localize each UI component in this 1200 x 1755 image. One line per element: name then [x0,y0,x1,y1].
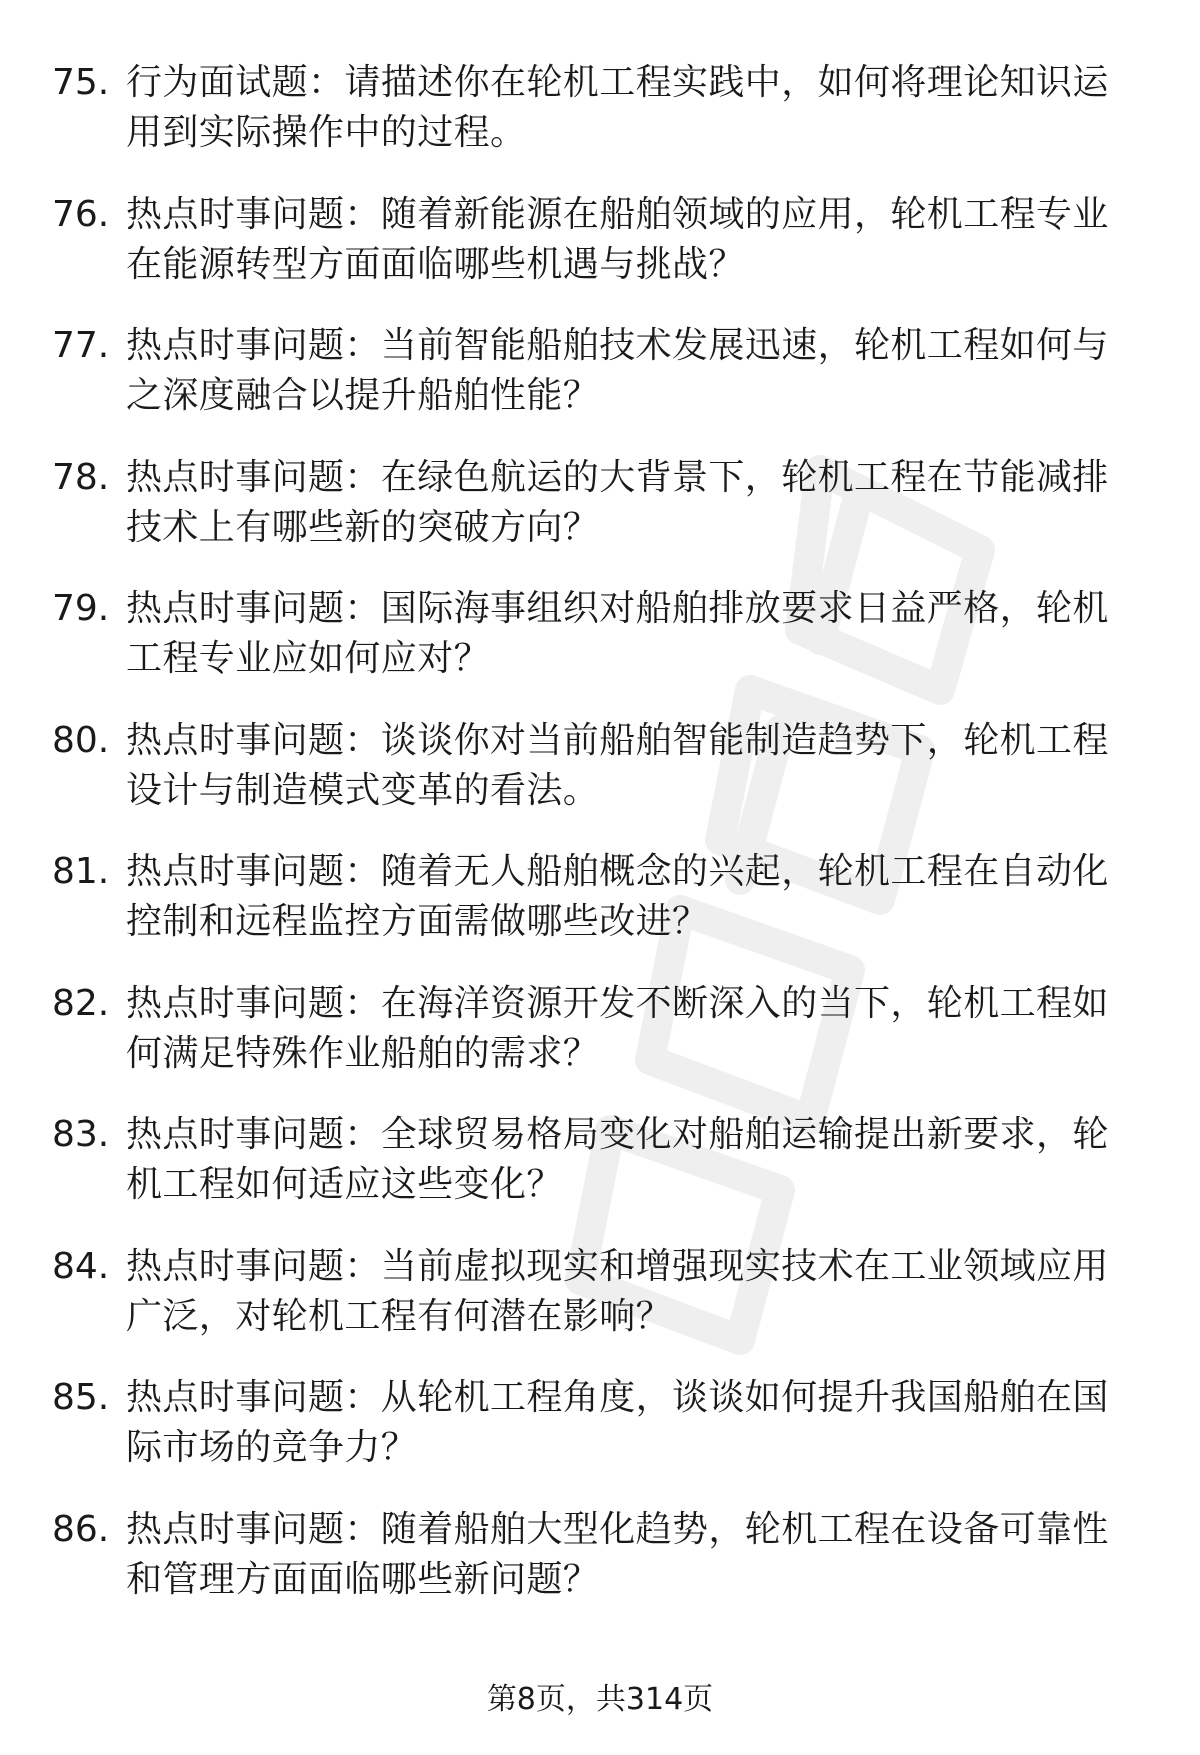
question-text: 热点时事问题：在绿色航运的大背景下，轮机工程在节能减排技术上有哪些新的突破方向？ [126,456,1109,548]
question-number: 75. [52,62,110,103]
question-item-77 [52,321,1142,453]
question-number: 81. [52,851,110,892]
question-item-80 [52,716,1142,848]
page-footer [0,1680,1200,1720]
question-text: 热点时事问题：随着新能源在船舶领域的应用，轮机工程专业在能源转型方面面临哪些机遇与挑战？ [126,193,1109,285]
question-text: 热点时事问题：从轮机工程角度，谈谈如何提升我国船舶在国际市场的竞争力？ [126,1377,1109,1468]
question-item-82 [52,979,1142,1111]
question-item-75 [52,58,1142,190]
question-text: 热点时事问题：谈谈你对当前船舶智能制造趋势下，轮机工程设计与制造模式变革的看法。 [126,719,1109,811]
question-number: 83. [52,1114,110,1155]
question-number: 77. [52,325,110,366]
question-text: 热点时事问题：当前智能船舶技术发展迅速，轮机工程如何与之深度融合以提升船舶性能？ [126,325,1109,416]
question-item-84 [52,1242,1142,1374]
question-list [52,58,1142,1636]
question-number: 86. [52,1508,110,1550]
question-text: 热点时事问题：随着船舶大型化趋势，轮机工程在设备可靠性和管理方面面临哪些新问题？ [126,1508,1109,1600]
question-number: 82. [52,982,110,1024]
question-number: 79. [52,588,110,629]
question-item-86 [52,1505,1142,1637]
question-text: 热点时事问题：随着无人船舶概念的兴起，轮机工程在自动化控制和远程监控方面需做哪些改进？ [126,851,1109,942]
question-item-78 [52,453,1142,585]
question-item-79 [52,584,1142,716]
question-number: 78. [52,456,110,498]
question-text: 热点时事问题：在海洋资源开发不断深入的当下，轮机工程如何满足特殊作业船舶的需求？ [126,982,1109,1074]
question-text: 热点时事问题：国际海事组织对船舶排放要求日益严格，轮机工程专业应如何应对？ [126,588,1109,679]
question-text: 行为面试题：请描述你在轮机工程实践中，如何将理论知识运用到实际操作中的过程。 [126,62,1109,153]
page-number-label: 第8页，共314页 [486,1682,714,1717]
question-item-76 [52,190,1142,322]
question-number: 80. [52,719,110,761]
question-number: 76. [52,193,110,235]
question-item-83 [52,1110,1142,1242]
question-item-81 [52,847,1142,979]
question-number: 85. [52,1377,110,1418]
question-text: 热点时事问题：全球贸易格局变化对船舶运输提出新要求，轮机工程如何适应这些变化？ [126,1114,1109,1205]
question-item-85 [52,1373,1142,1505]
question-text: 热点时事问题：当前虚拟现实和增强现实技术在工业领域应用广泛，对轮机工程有何潜在影响？ [126,1245,1109,1337]
question-number: 84. [52,1245,110,1287]
